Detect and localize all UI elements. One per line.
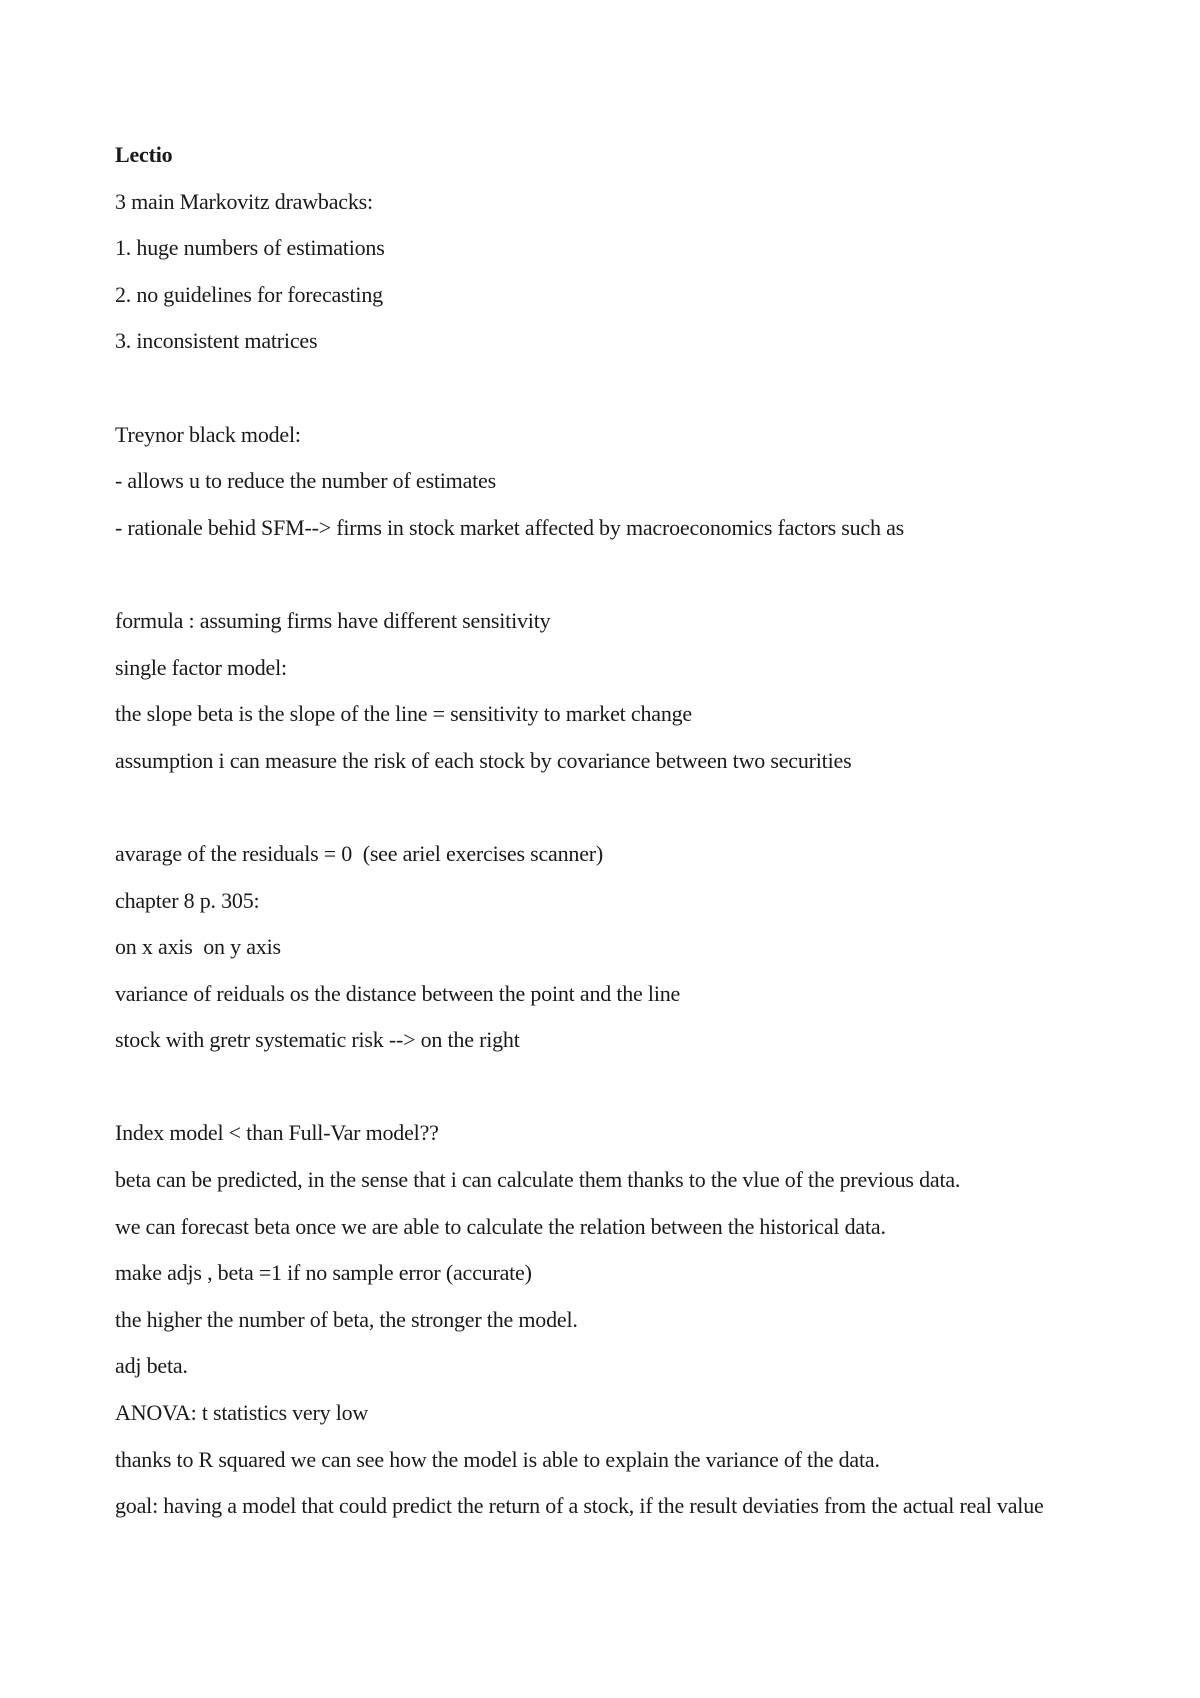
text-line: Index model < than Full-Var model?? bbox=[115, 1120, 439, 1146]
text-line: - allows u to reduce the number of estimates bbox=[115, 468, 496, 494]
document-body bbox=[115, 140, 1090, 1538]
text-line: goal: having a model that could predict the return of a stock, if the result deviaties from the actual real value bbox=[115, 1493, 1044, 1519]
text-line: assumption i can measure the risk of each stock by covariance between two securities bbox=[115, 747, 852, 773]
text-line: formula : assuming firms have different sensitivity bbox=[115, 607, 551, 633]
text-line: we can forecast beta once we are able to calculate the relation between the historical data. bbox=[115, 1213, 886, 1239]
text-line: stock with gretr systematic risk --> on the right bbox=[115, 1027, 520, 1053]
paragraph-gap bbox=[115, 373, 1090, 420]
text-line: 2. no guidelines for forecasting bbox=[115, 281, 383, 307]
paragraph-gap bbox=[115, 792, 1090, 839]
text-line: thanks to R squared we can see how the model is able to explain the variance of the data. bbox=[115, 1446, 880, 1472]
paragraph-gap bbox=[115, 559, 1090, 606]
text-line: 3. inconsistent matrices bbox=[115, 328, 318, 354]
text-line: on x axis on y axis bbox=[115, 934, 281, 960]
text-line: adj beta. bbox=[115, 1353, 188, 1379]
text-line: single factor model: bbox=[115, 654, 287, 680]
text-line: - rationale behid SFM--> firms in stock market affected by macroeconomics factors such as bbox=[115, 514, 905, 540]
text-line: ANOVA: t statistics very low bbox=[115, 1400, 369, 1426]
text-line: the slope beta is the slope of the line = sensitivity to market change bbox=[115, 701, 692, 727]
text-line: avarage of the residuals = 0 (see ariel exercises scanner) bbox=[115, 840, 604, 866]
text-line: 3 main Markovitz drawbacks: bbox=[115, 188, 373, 214]
text-line: 1. huge numbers of estimations bbox=[115, 235, 385, 261]
text-line: beta can be predicted, in the sense that i can calculate them thanks to the vlue of the previous data. bbox=[115, 1167, 961, 1193]
text-line: make adjs , beta =1 if no sample error (accurate) bbox=[115, 1260, 532, 1286]
text-line: variance of reiduals os the distance between the point and the line bbox=[115, 980, 681, 1006]
text-line: the higher the number of beta, the stronger the model. bbox=[115, 1306, 578, 1332]
text-line: Treynor black model: bbox=[115, 421, 301, 447]
document-title: Lectio bbox=[115, 142, 173, 167]
paragraph-gap bbox=[115, 1072, 1090, 1119]
text-line: chapter 8 p. 305: bbox=[115, 887, 260, 913]
